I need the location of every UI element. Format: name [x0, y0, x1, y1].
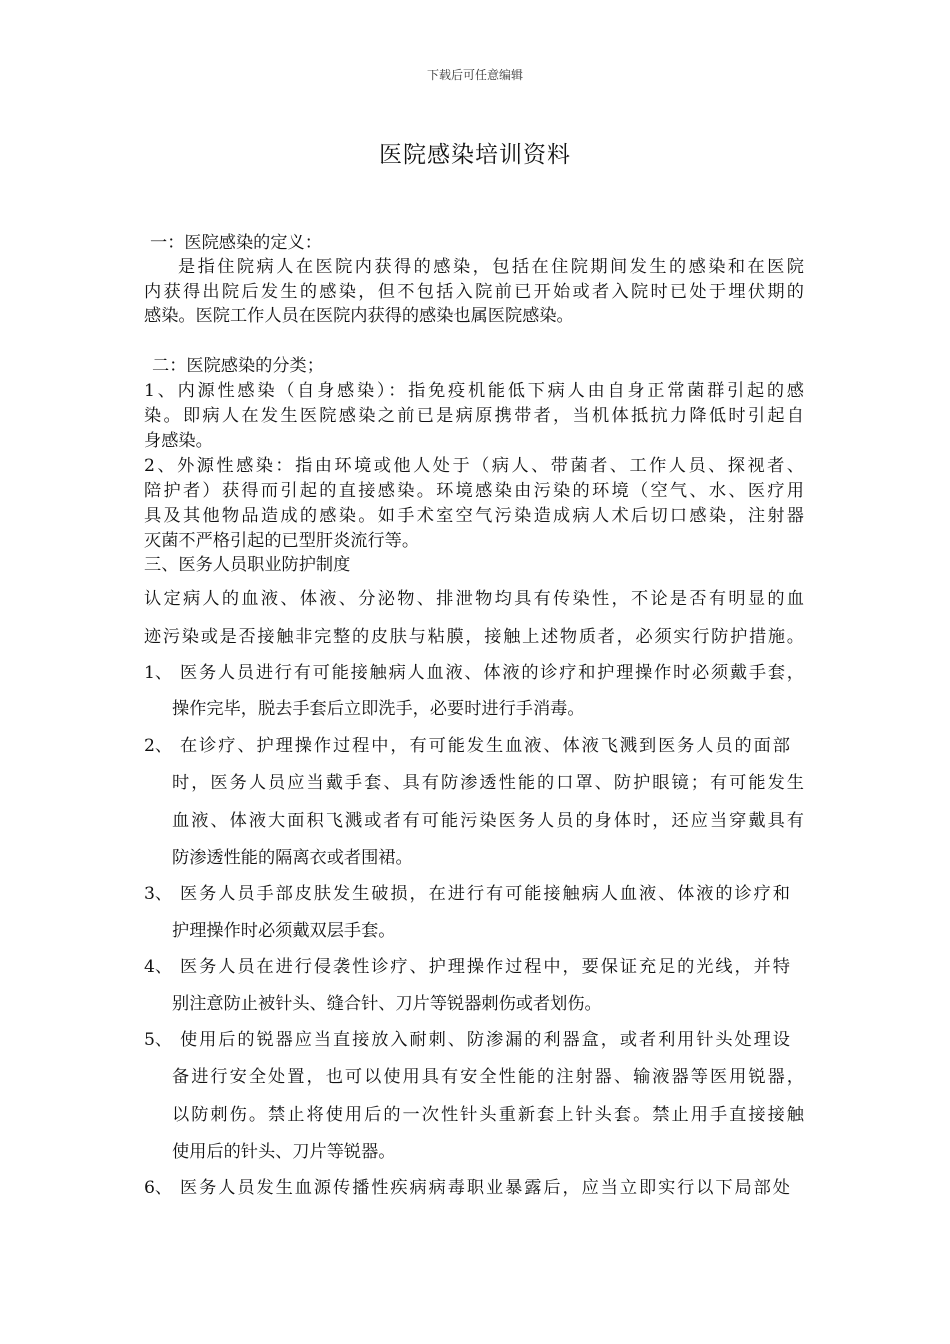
- item-number: 1、: [144, 663, 173, 683]
- section-3-intro-line: 迹污染或是否接触非完整的皮肤与粘膜，接触上述物质者，必须实行防护措施。: [144, 627, 804, 647]
- item-line: 护理操作时必须戴双层手套。: [172, 921, 396, 941]
- section-1-line: 感染。医院工作人员在医院内获得的感染也属医院感染。: [144, 306, 574, 326]
- header-note: 下载后可任意编辑: [426, 68, 523, 82]
- section-2-line: 陪护者）获得而引起的直接感染。环境感染由污染的环境（空气、水、医疗用: [144, 481, 804, 501]
- section-1-line: 是指住院病人在医院内获得的感染，包括在住院期间发生的感染和在医院: [178, 257, 804, 277]
- item-line: 医务人员手部皮肤发生破损，在进行有可能接触病人血液、体液的诊疗和: [180, 884, 790, 904]
- item-line: 时，医务人员应当戴手套、具有防渗透性能的口罩、防护眼镜；有可能发生: [172, 773, 804, 793]
- section-2-line: 2、外源性感染：指由环境或他人处于（病人、带菌者、工作人员、探视者、: [144, 456, 804, 476]
- item-line: 备进行安全处置，也可以使用具有安全性能的注射器、输液器等医用锐器，: [172, 1067, 804, 1087]
- item-line: 医务人员在进行侵袭性诊疗、护理操作过程中，要保证充足的光线，并特: [180, 957, 790, 977]
- section-2-line: 身感染。: [144, 431, 213, 451]
- section-1-heading: 一：医院感染的定义：: [150, 233, 322, 253]
- document-title: 医院感染培训资料: [379, 142, 571, 168]
- section-2-line: 灭菌不严格引起的已型肝炎流行等。: [144, 531, 420, 551]
- item-line: 在诊疗、护理操作过程中，有可能发生血液、体液飞溅到医务人员的面部: [180, 736, 790, 756]
- item-line: 别注意防止被针头、缝合针、刀片等锐器刺伤或者划伤。: [172, 994, 602, 1014]
- item-line: 医务人员进行有可能接触病人血液、体液的诊疗和护理操作时必须戴手套，: [180, 663, 804, 683]
- section-2-line: 染。即病人在发生医院感染之前已是病原携带者，当机体抵抗力降低时引起自: [144, 406, 804, 426]
- section-2-line: 具及其他物品造成的感染。如手术室空气污染造成病人术后切口感染，注射器: [144, 506, 804, 526]
- item-number: 5、: [144, 1030, 173, 1050]
- item-line: 医务人员发生血源传播性疾病病毒职业暴露后，应当立即实行以下局部处: [180, 1178, 790, 1198]
- item-line: 使用后的锐器应当直接放入耐刺、防渗漏的利器盒，或者利用针头处理设: [180, 1030, 790, 1050]
- item-number: 3、: [144, 884, 173, 904]
- section-3-intro-line: 认定病人的血液、体液、分泌物、排泄物均具有传染性，不论是否有明显的血: [144, 589, 804, 609]
- item-line: 使用后的针头、刀片等锐器。: [172, 1142, 396, 1162]
- item-number: 6、: [144, 1178, 173, 1198]
- item-line: 操作完毕，脱去手套后立即洗手，必要时进行手消毒。: [172, 699, 585, 719]
- item-line: 以防刺伤。禁止将使用后的一次性针头重新套上针头套。禁止用手直接接触: [172, 1105, 804, 1125]
- section-2-heading: 二：医院感染的分类；: [152, 356, 324, 376]
- item-line: 血液、体液大面积飞溅或者有可能污染医务人员的身体时，还应当穿戴具有: [172, 811, 804, 831]
- section-1-line: 内获得出院后发生的感染，但不包括入院前已开始或者入院时已处于埋伏期的: [144, 282, 804, 302]
- section-3-heading: 三、医务人员职业防护制度: [144, 555, 351, 575]
- item-line: 防渗透性能的隔离衣或者围裙。: [172, 848, 413, 868]
- item-number: 4、: [144, 957, 173, 977]
- item-number: 2、: [144, 736, 173, 756]
- section-2-line: 1、内源性感染（自身感染）：指免疫机能低下病人由自身正常菌群引起的感: [144, 381, 804, 401]
